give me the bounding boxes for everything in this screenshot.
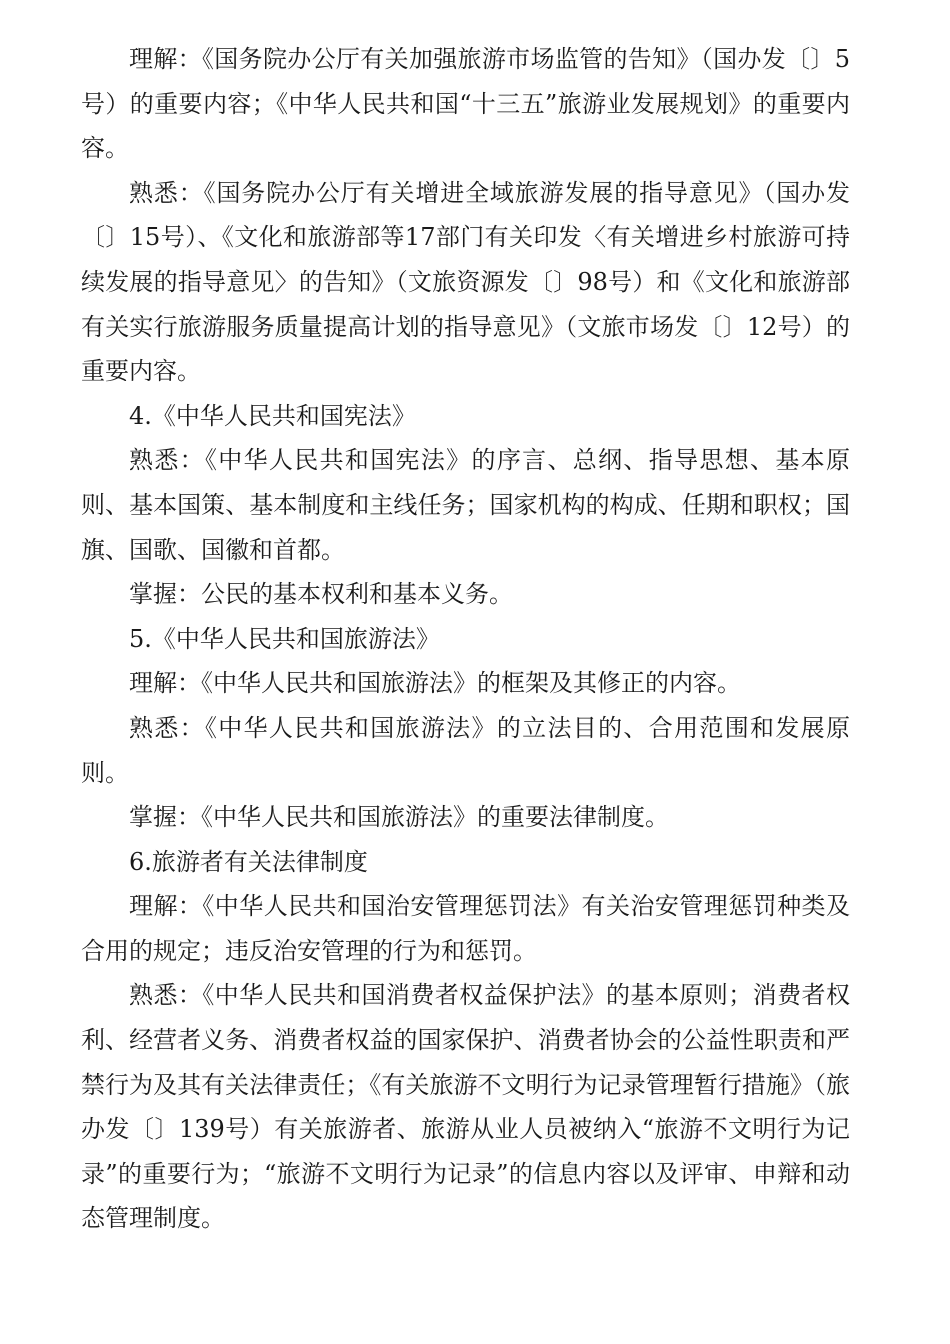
paragraph-familiar-tourism-guidance: 熟悉：《国务院办公厅有关增进全域旅游发展的指导意见》（国办发〔〕15号）、《文化和旅游部等17部门有关印发〈有关增进乡村旅游可持续发展的指导意见〉的告知》（文旅资源发〔〕98号）和《文化和旅游部有关实行旅游服务质量提高计划的指导意见》（文旅市场发〔〕12号）的重要内容。	[81, 178, 850, 386]
document-body	[81, 37, 850, 1241]
paragraph-familiar-constitution: 熟悉：《中华人民共和国宪法》的序言、总纲、指导思想、基本原则、基本国策、基本制度和主线任务；国家机构的构成、任期和职权；国旗、国歌、国徽和首都。	[81, 446, 850, 564]
section-heading-tourist-legal-system: 6.旅游者有关法律制度	[129, 847, 368, 876]
paragraph-master-tourism-law: 掌握：《中华人民共和国旅游法》的重要法律制度。	[129, 803, 669, 832]
paragraph-familiar-consumer-protection: 熟悉：《中华人民共和国消费者权益保护法》的基本原则；消费者权利、经营者义务、消费者权益的国家保护、消费者协会的公益性职责和严禁行为及其有关法律责任；《有关旅游不文明行为记录管理暂行措施》（旅办发〔〕139号）有关旅游者、旅游从业人员被纳入“旅游不文明行为记录”的重要行为；“旅游不文明行为记录”的信息内容以及评审、申辩和动态管理制度。	[81, 981, 850, 1233]
paragraph-understand-public-security: 理解：《中华人民共和国治安管理惩罚法》有关治安管理惩罚种类及合用的规定；违反治安管理的行为和惩罚。	[81, 892, 850, 965]
paragraph-familiar-tourism-law: 熟悉：《中华人民共和国旅游法》的立法目的、合用范围和发展原则。	[81, 713, 850, 787]
section-heading-constitution: 4.《中华人民共和国宪法》	[129, 401, 416, 430]
paragraph-understand-market-regulation: 理解：《国务院办公厅有关加强旅游市场监管的告知》（国办发〔〕5号）的重要内容；《中华人民共和国“十三五”旅游业发展规划》的重要内容。	[81, 45, 850, 163]
paragraph-understand-tourism-law: 理解：《中华人民共和国旅游法》的框架及其修正的内容。	[129, 669, 741, 698]
section-heading-tourism-law: 5.《中华人民共和国旅游法》	[129, 624, 440, 653]
paragraph-master-citizen-rights: 掌握：公民的基本权利和基本义务。	[129, 580, 513, 609]
